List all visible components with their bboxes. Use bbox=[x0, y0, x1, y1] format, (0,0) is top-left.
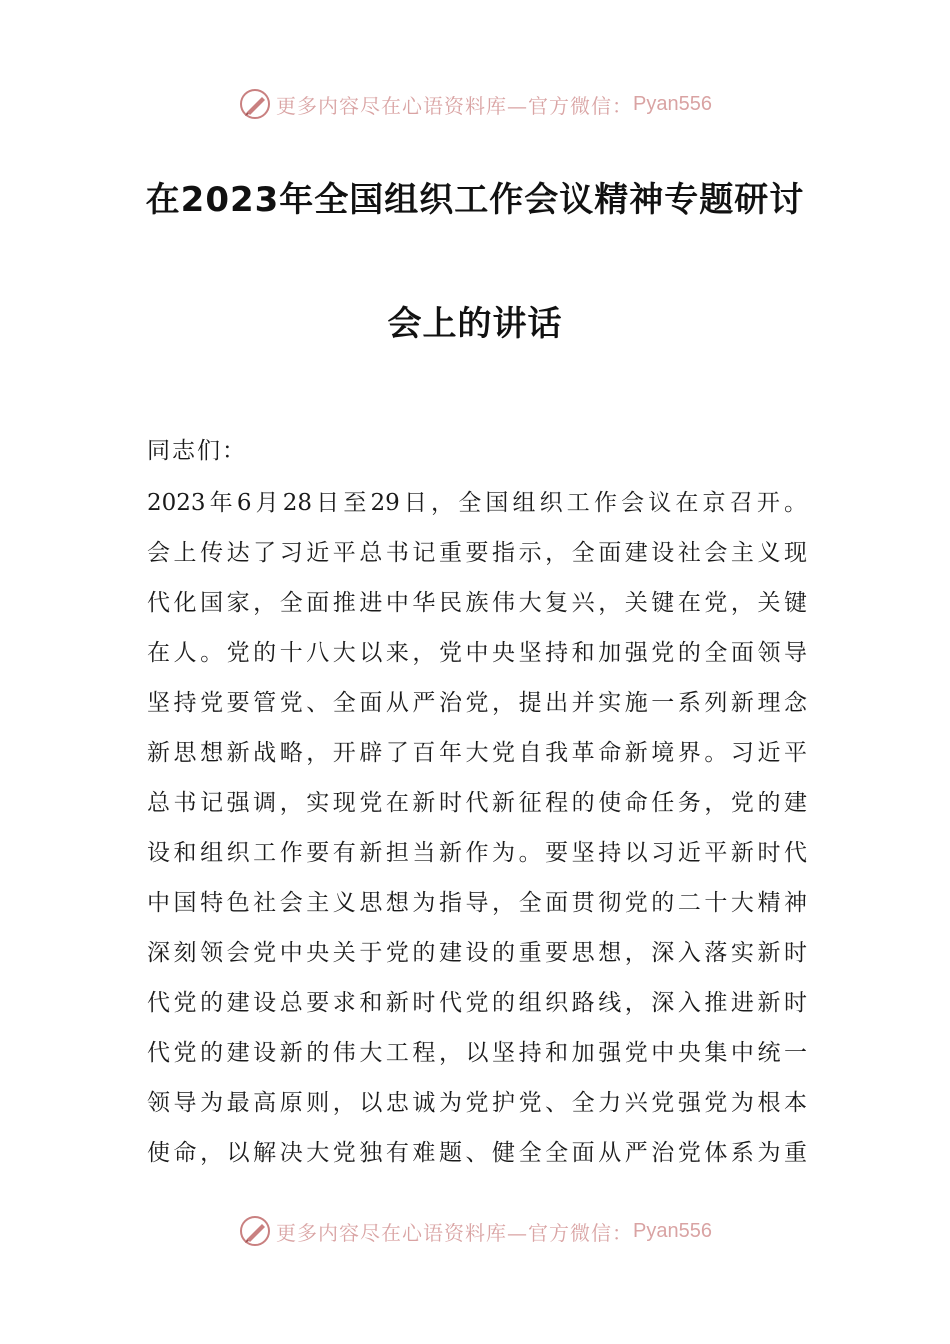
document-body bbox=[147, 478, 807, 1178]
watermark-header bbox=[0, 84, 950, 124]
body-line: 领导为最高原则，以忠诚为党护党、全力兴党强党为根本 bbox=[147, 1090, 807, 1116]
body-line: 使命，以解决大党独有难题、健全全面从严治党体系为重 bbox=[147, 1140, 807, 1166]
watermark-footer bbox=[0, 1211, 950, 1251]
body-line: 代党的建设新的伟大工程，以坚持和加强党中央集中统一 bbox=[147, 1040, 807, 1066]
body-line: 坚持党要管党、全面从严治党，提出并实施一系列新理念 bbox=[147, 690, 807, 716]
body-line: 代党的建设总要求和新时代党的组织路线，深入推进新时 bbox=[147, 990, 807, 1016]
body-line: 会上传达了习近平总书记重要指示，全面建设社会主义现 bbox=[147, 540, 807, 566]
salutation: 同志们： bbox=[147, 438, 247, 464]
body-line: 代化国家，全面推进中华民族伟大复兴，关键在党，关键 bbox=[147, 590, 807, 616]
document-title-line-2: 会上的讲话 bbox=[387, 304, 563, 344]
pen-logo-icon bbox=[238, 1214, 272, 1248]
body-line: 2023年6月28日至29日，全国组织工作会议在京召开。 bbox=[147, 490, 807, 516]
watermark-id: Pyan556 bbox=[633, 1219, 712, 1242]
watermark-text: 更多内容尽在心语资料库—官方微信： bbox=[276, 93, 634, 118]
body-line: 在人。党的十八大以来，党中央坚持和加强党的全面领导 bbox=[147, 640, 807, 666]
document-title-line-1: 在2023年全国组织工作会议精神专题研讨 bbox=[145, 180, 805, 220]
watermark-text: 更多内容尽在心语资料库—官方微信： bbox=[276, 1220, 634, 1245]
body-line: 中国特色社会主义思想为指导，全面贯彻党的二十大精神 bbox=[147, 890, 807, 916]
body-line: 总书记强调，实现党在新时代新征程的使命任务，党的建 bbox=[147, 790, 807, 816]
pen-logo-icon bbox=[238, 87, 272, 121]
watermark-id: Pyan556 bbox=[633, 92, 712, 115]
body-line: 新思想新战略，开辟了百年大党自我革命新境界。习近平 bbox=[147, 740, 807, 766]
body-line: 设和组织工作要有新担当新作为。要坚持以习近平新时代 bbox=[147, 840, 807, 866]
body-line: 深刻领会党中央关于党的建设的重要思想，深入落实新时 bbox=[147, 940, 807, 966]
